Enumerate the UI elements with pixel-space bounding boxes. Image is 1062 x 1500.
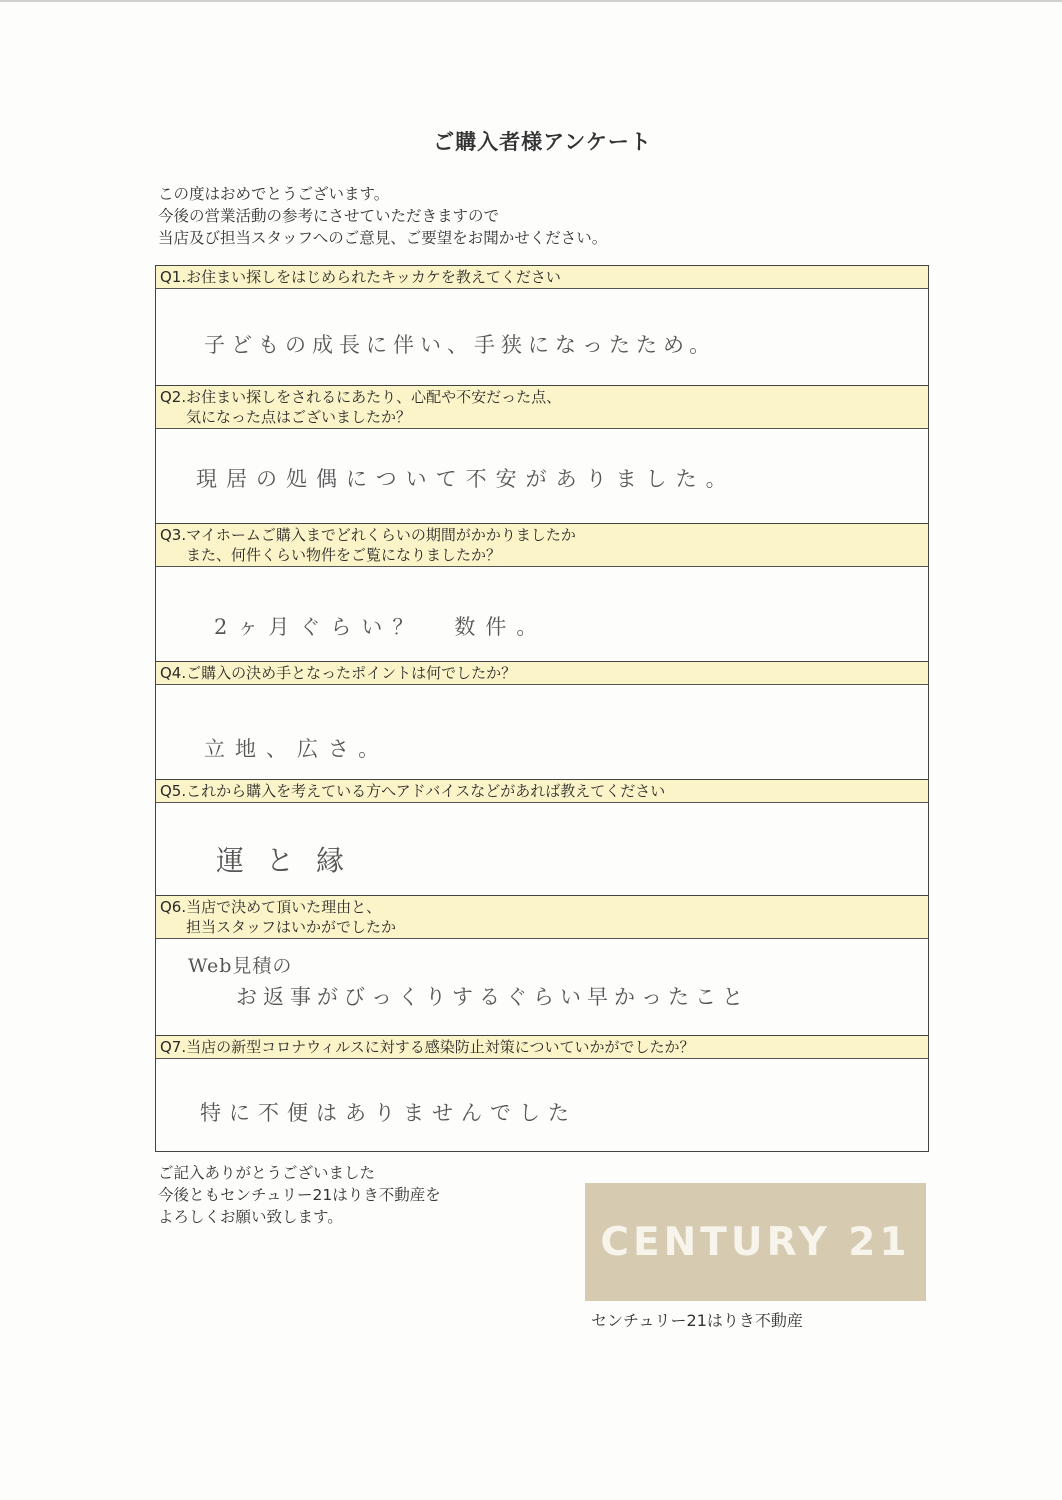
intro-line: 今後の営業活動の参考にさせていただきますので	[158, 207, 500, 225]
question-7-header	[156, 1036, 928, 1059]
closing-line: 今後ともセンチュリー21はりき不動産を	[158, 1186, 441, 1204]
handwritten-answer: 子どもの成長に伴い、手狭になったため。	[204, 333, 717, 357]
question-5-header	[156, 780, 928, 803]
handwritten-answer: 運と縁	[216, 844, 367, 877]
question-2-header	[156, 386, 928, 429]
question-text: Q7.当店の新型コロナウィルスに対する感染防止対策についていかがでしたか？	[160, 1038, 695, 1056]
question-text: また、何件くらい物件をご覧になりましたか？	[186, 546, 502, 564]
question-4-answer	[156, 685, 928, 780]
scan-edge	[0, 0, 1062, 2]
handwritten-answer: 現居の処偶について不安がありました。	[196, 467, 736, 491]
question-6-answer	[156, 939, 928, 1036]
handwritten-answer: 立地、広さ。	[204, 737, 390, 761]
intro-text	[158, 183, 607, 249]
closing-text	[158, 1162, 441, 1228]
question-7-answer	[156, 1059, 928, 1151]
intro-line: 当店及び担当スタッフへのご意見、ご要望をお聞かせください。	[158, 229, 608, 247]
survey-table	[155, 265, 929, 1152]
question-text: Q1.お住まい探しをはじめられたキッカケを教えてください	[160, 268, 561, 286]
question-1-header	[156, 266, 928, 289]
question-text: Q6.当店で決めて頂いた理由と、	[160, 898, 382, 916]
closing-line: よろしくお願い致します。	[158, 1208, 343, 1226]
question-text: Q4.ご購入の決め手となったポイントは何でしたか？	[160, 664, 517, 682]
question-3-header	[156, 524, 928, 567]
question-text: Q2.お住まい探しをされるにあたり、心配や不安だった点、	[160, 388, 562, 406]
handwritten-answer: お返事がびっくりするぐらい早かったこと	[236, 985, 749, 1009]
question-text: 担当スタッフはいかがでしたか	[186, 918, 397, 936]
page-title: ご購入者様アンケート	[433, 130, 652, 154]
century21-logo	[585, 1183, 926, 1301]
question-text: Q3.マイホームご購入までどれくらいの期間がかかりましたか	[160, 526, 576, 544]
question-text: Q5.これから購入を考えている方へアドバイスなどがあれば教えてください	[160, 782, 666, 800]
question-1-answer	[156, 289, 928, 386]
handwritten-answer: 特に不便はありませんでした	[200, 1101, 577, 1125]
company-name: センチュリー21はりき不動産	[591, 1311, 803, 1330]
question-2-answer	[156, 429, 928, 524]
closing-line: ご記入ありがとうございました	[158, 1164, 376, 1182]
question-6-header	[156, 896, 928, 939]
question-5-answer	[156, 803, 928, 896]
question-4-header	[156, 662, 928, 685]
intro-line: この度はおめでとうございます。	[158, 185, 390, 203]
question-text: 気になった点はございましたか？	[186, 408, 412, 426]
logo-text: CENTURY 21	[600, 1219, 911, 1265]
question-3-answer	[156, 567, 928, 662]
handwritten-answer: 2ヶ月ぐらい？ 数件。	[214, 615, 548, 639]
handwritten-answer: Web見積の	[188, 955, 293, 977]
